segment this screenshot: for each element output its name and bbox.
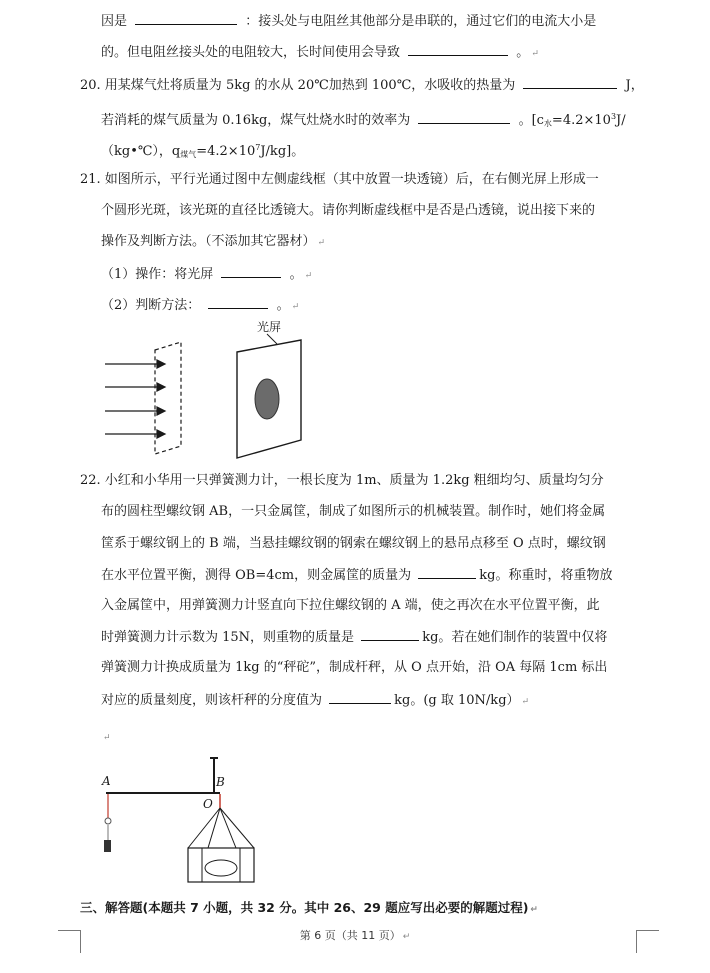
q21-line-1: 21. 如图所示，平行光通过图中左侧虚线框（其中放置一块透镜）后，在右侧光屏上形成一: [80, 172, 599, 187]
q22-line-7: 弹簧测力计换成质量为 1kg 的“秤砣”，制成杆秤，从 O 点开始，沿 OA 每隔 1cm 标出: [101, 660, 608, 675]
q20-text: =4.2×10: [196, 144, 256, 159]
subscript: 煤气: [180, 150, 197, 159]
arrow-head-icon: [157, 407, 165, 415]
page-footer: [0, 927, 710, 943]
paragraph-mark-icon: ↵: [317, 238, 326, 248]
superscript: 3: [610, 112, 617, 121]
q19-text: 因是: [101, 14, 128, 29]
label-b: B: [216, 775, 225, 789]
paragraph-mark-icon: ↵: [291, 302, 300, 312]
section-3-heading: [80, 899, 538, 919]
q19-line-2: [101, 43, 539, 63]
q22-line-1: 22. 小红和小华用一只弹簧测力计，一根长度为 1m、质量为 1.2kg 粗细均匀、质量均匀分: [80, 473, 604, 488]
basket-rope: [208, 808, 220, 848]
q19-text: 的。但电阻丝接头处的电阻较大，长时间使用会导致: [101, 45, 401, 60]
q20-text: =4.2×10: [551, 113, 611, 128]
q22-text: kg。若在她们制作的装置中仅将: [422, 630, 608, 645]
paragraph-mark-icon: ↵: [103, 733, 111, 743]
q20-text: J，: [625, 78, 644, 93]
basket-rope: [220, 808, 254, 848]
answer-blank[interactable]: [418, 566, 476, 579]
q22-text: kg。(g 取 10N/kg）: [394, 693, 520, 708]
answer-blank[interactable]: [329, 691, 391, 704]
answer-blank[interactable]: [208, 296, 268, 309]
q22-text: 时弹簧测力计示数为 15N，则重物的质量是: [101, 630, 355, 645]
q22-text: kg。称重时，将重物放: [479, 568, 613, 583]
lens-figure: [95, 318, 335, 468]
spring-scale-handle: [104, 840, 111, 852]
lever-figure: [96, 752, 296, 892]
q22-text: 在水平位置平衡，测得 OB=4cm，则金属筐的质量为: [101, 568, 412, 583]
q21-line-2: 个圆形光斑，该光斑的直径比透镜大。请你判断虚线框中是否是凸透镜，说出接下来的: [101, 203, 596, 218]
paragraph-mark-icon: ↵: [402, 932, 411, 942]
q20-text: 。[c: [518, 113, 544, 128]
paragraph-mark-icon: ↵: [531, 49, 539, 59]
q21-text: 。: [276, 298, 290, 313]
q22-line-6: [101, 628, 607, 647]
q19-text: 。: [516, 45, 530, 60]
spring-scale-hook: [105, 818, 111, 824]
paragraph-mark-icon: ↵: [530, 905, 538, 915]
arrow-head-icon: [157, 430, 165, 438]
q21-text: （2）判断方法：: [101, 298, 201, 313]
q19-line-1: [101, 12, 596, 31]
q20-text: 若消耗的煤气质量为 0.16kg，煤气灶烧水时的效率为: [101, 113, 411, 128]
q20-text: J/kg]。: [260, 144, 305, 159]
q21-text: 操作及判断方法。（不添加其它器材）: [101, 234, 316, 249]
label-o: O: [203, 797, 213, 811]
weight-object: [205, 860, 237, 876]
answer-blank[interactable]: [418, 111, 510, 124]
q22-text: 对应的质量刻度，则该杆秤的分度值为: [101, 693, 323, 708]
paragraph-mark-icon: ↵: [304, 271, 313, 281]
q21-operation: [101, 265, 312, 285]
answer-blank[interactable]: [523, 76, 617, 89]
q20-text: （kg•℃），q: [101, 144, 181, 159]
q20-line-2: [101, 108, 626, 133]
q20-line-1: [80, 76, 644, 95]
q22-line-5: 入金属筐中，用弹簧测力计竖直向下拉住螺纹钢的 A 端，使之再次在水平位置平衡，此: [101, 598, 600, 613]
q21-line-3: [101, 233, 325, 252]
subscript: 水: [543, 119, 552, 128]
q20-line-3: [101, 139, 304, 164]
label-leader-line: [267, 334, 277, 344]
q22-line-4: [101, 566, 612, 585]
basket-rope: [188, 808, 220, 848]
q22-line-8: [101, 691, 529, 711]
answer-blank[interactable]: [135, 12, 237, 25]
screen-label: 光屏: [257, 320, 282, 334]
q20-text: J/: [616, 113, 626, 128]
light-spot: [255, 379, 279, 419]
q21-judgement: [101, 296, 299, 316]
arrow-head-icon: [157, 360, 165, 368]
label-a: A: [102, 774, 111, 788]
page-number: 第 6 页（共 11 页）: [299, 929, 401, 942]
paragraph-mark-icon: ↵: [521, 697, 530, 707]
q22-line-2: 布的圆柱型螺纹钢 AB，一只金属筐，制成了如图所示的机械装置。制作时，她们将金属: [101, 504, 606, 519]
answer-blank[interactable]: [361, 628, 419, 641]
q20-text: 20. 用某煤气灶将质量为 5kg 的水从 20℃加热到 100℃，水吸收的热量为: [80, 78, 516, 93]
q22-line-3: 筐系于螺纹钢上的 B 端，当悬挂螺纹钢的钢索在螺纹钢上的悬吊点移至 O 点时，螺纹钢: [101, 536, 606, 551]
basket-rope: [220, 808, 236, 848]
q21-text: （1）操作：将光屏: [101, 267, 214, 282]
q21-text: 。: [289, 267, 303, 282]
arrow-head-icon: [157, 383, 165, 391]
empty-paragraph: [101, 728, 111, 747]
answer-blank[interactable]: [408, 43, 508, 56]
superscript: 7: [255, 143, 261, 152]
section-3-text: 三、解答题(本题共 7 小题，共 32 分。其中 26、29 题应写出必要的解题过程): [80, 900, 529, 915]
q19-text: ：接头处与电阻丝其他部分是串联的，通过它们的电流大小是: [245, 14, 597, 29]
answer-blank[interactable]: [221, 265, 281, 278]
